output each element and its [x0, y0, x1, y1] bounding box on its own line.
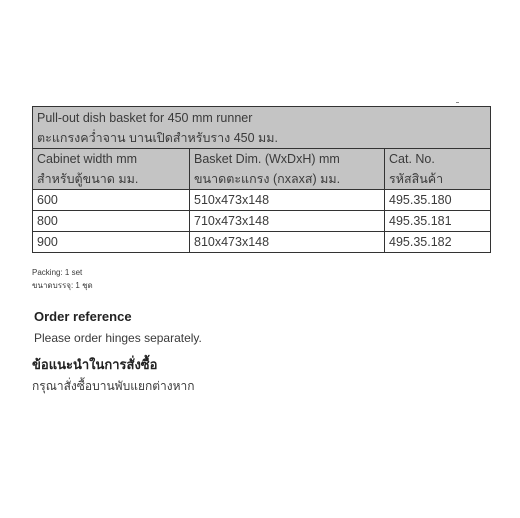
cell-cat-no: 495.35.181 [385, 211, 491, 232]
header-label-en: Basket Dim. (WxDxH) mm [194, 152, 340, 166]
packing-en: Packing: 1 set [32, 268, 83, 277]
header-label-th: ขนาดตะแกรง (กxลxส) มม. [194, 172, 341, 186]
cell-basket-dim: 710x473x148 [190, 211, 385, 232]
header-cat-no [385, 149, 491, 190]
table-title-th: ตะแกรงคว่ำจาน บานเปิดสำหรับราง 450 มม. [37, 131, 278, 145]
table-title-cell [33, 107, 491, 149]
order-reference-text: Please order hinges separately. [34, 331, 202, 345]
order-reference-text-th: กรุณาสั่งซื้อบานพับแยกต่างหาก [32, 379, 195, 393]
order-reference-title: Order reference [34, 309, 132, 324]
table-row [33, 190, 491, 211]
cell-cat-no: 495.35.180 [385, 190, 491, 211]
cell-cabinet-width: 800 [33, 211, 190, 232]
cell-cabinet-width: 900 [33, 232, 190, 253]
cell-basket-dim: 510x473x148 [190, 190, 385, 211]
table-row [33, 232, 491, 253]
spec-table [32, 106, 491, 253]
header-basket-dim [190, 149, 385, 190]
header-label-en: Cat. No. [389, 152, 435, 166]
header-label-th: สำหรับตู้ขนาด มม. [37, 172, 139, 186]
table-header-row [33, 149, 491, 190]
table-title-row [33, 107, 491, 149]
cell-basket-dim: 810x473x148 [190, 232, 385, 253]
order-reference-title-th: ข้อแนะนำในการสั่งซื้อ [32, 357, 158, 372]
packing-note [32, 266, 93, 292]
packing-th: ขนาดบรรจุ: 1 ชุด [32, 281, 93, 290]
table-title-en: Pull-out dish basket for 450 mm runner [37, 111, 253, 125]
header-cabinet-width [33, 149, 190, 190]
cell-cabinet-width: 600 [33, 190, 190, 211]
cell-cat-no: 495.35.182 [385, 232, 491, 253]
header-label-en: Cabinet width mm [37, 152, 138, 166]
corner-mark [456, 102, 459, 103]
header-label-th: รหัสสินค้า [389, 172, 444, 186]
table-row [33, 211, 491, 232]
